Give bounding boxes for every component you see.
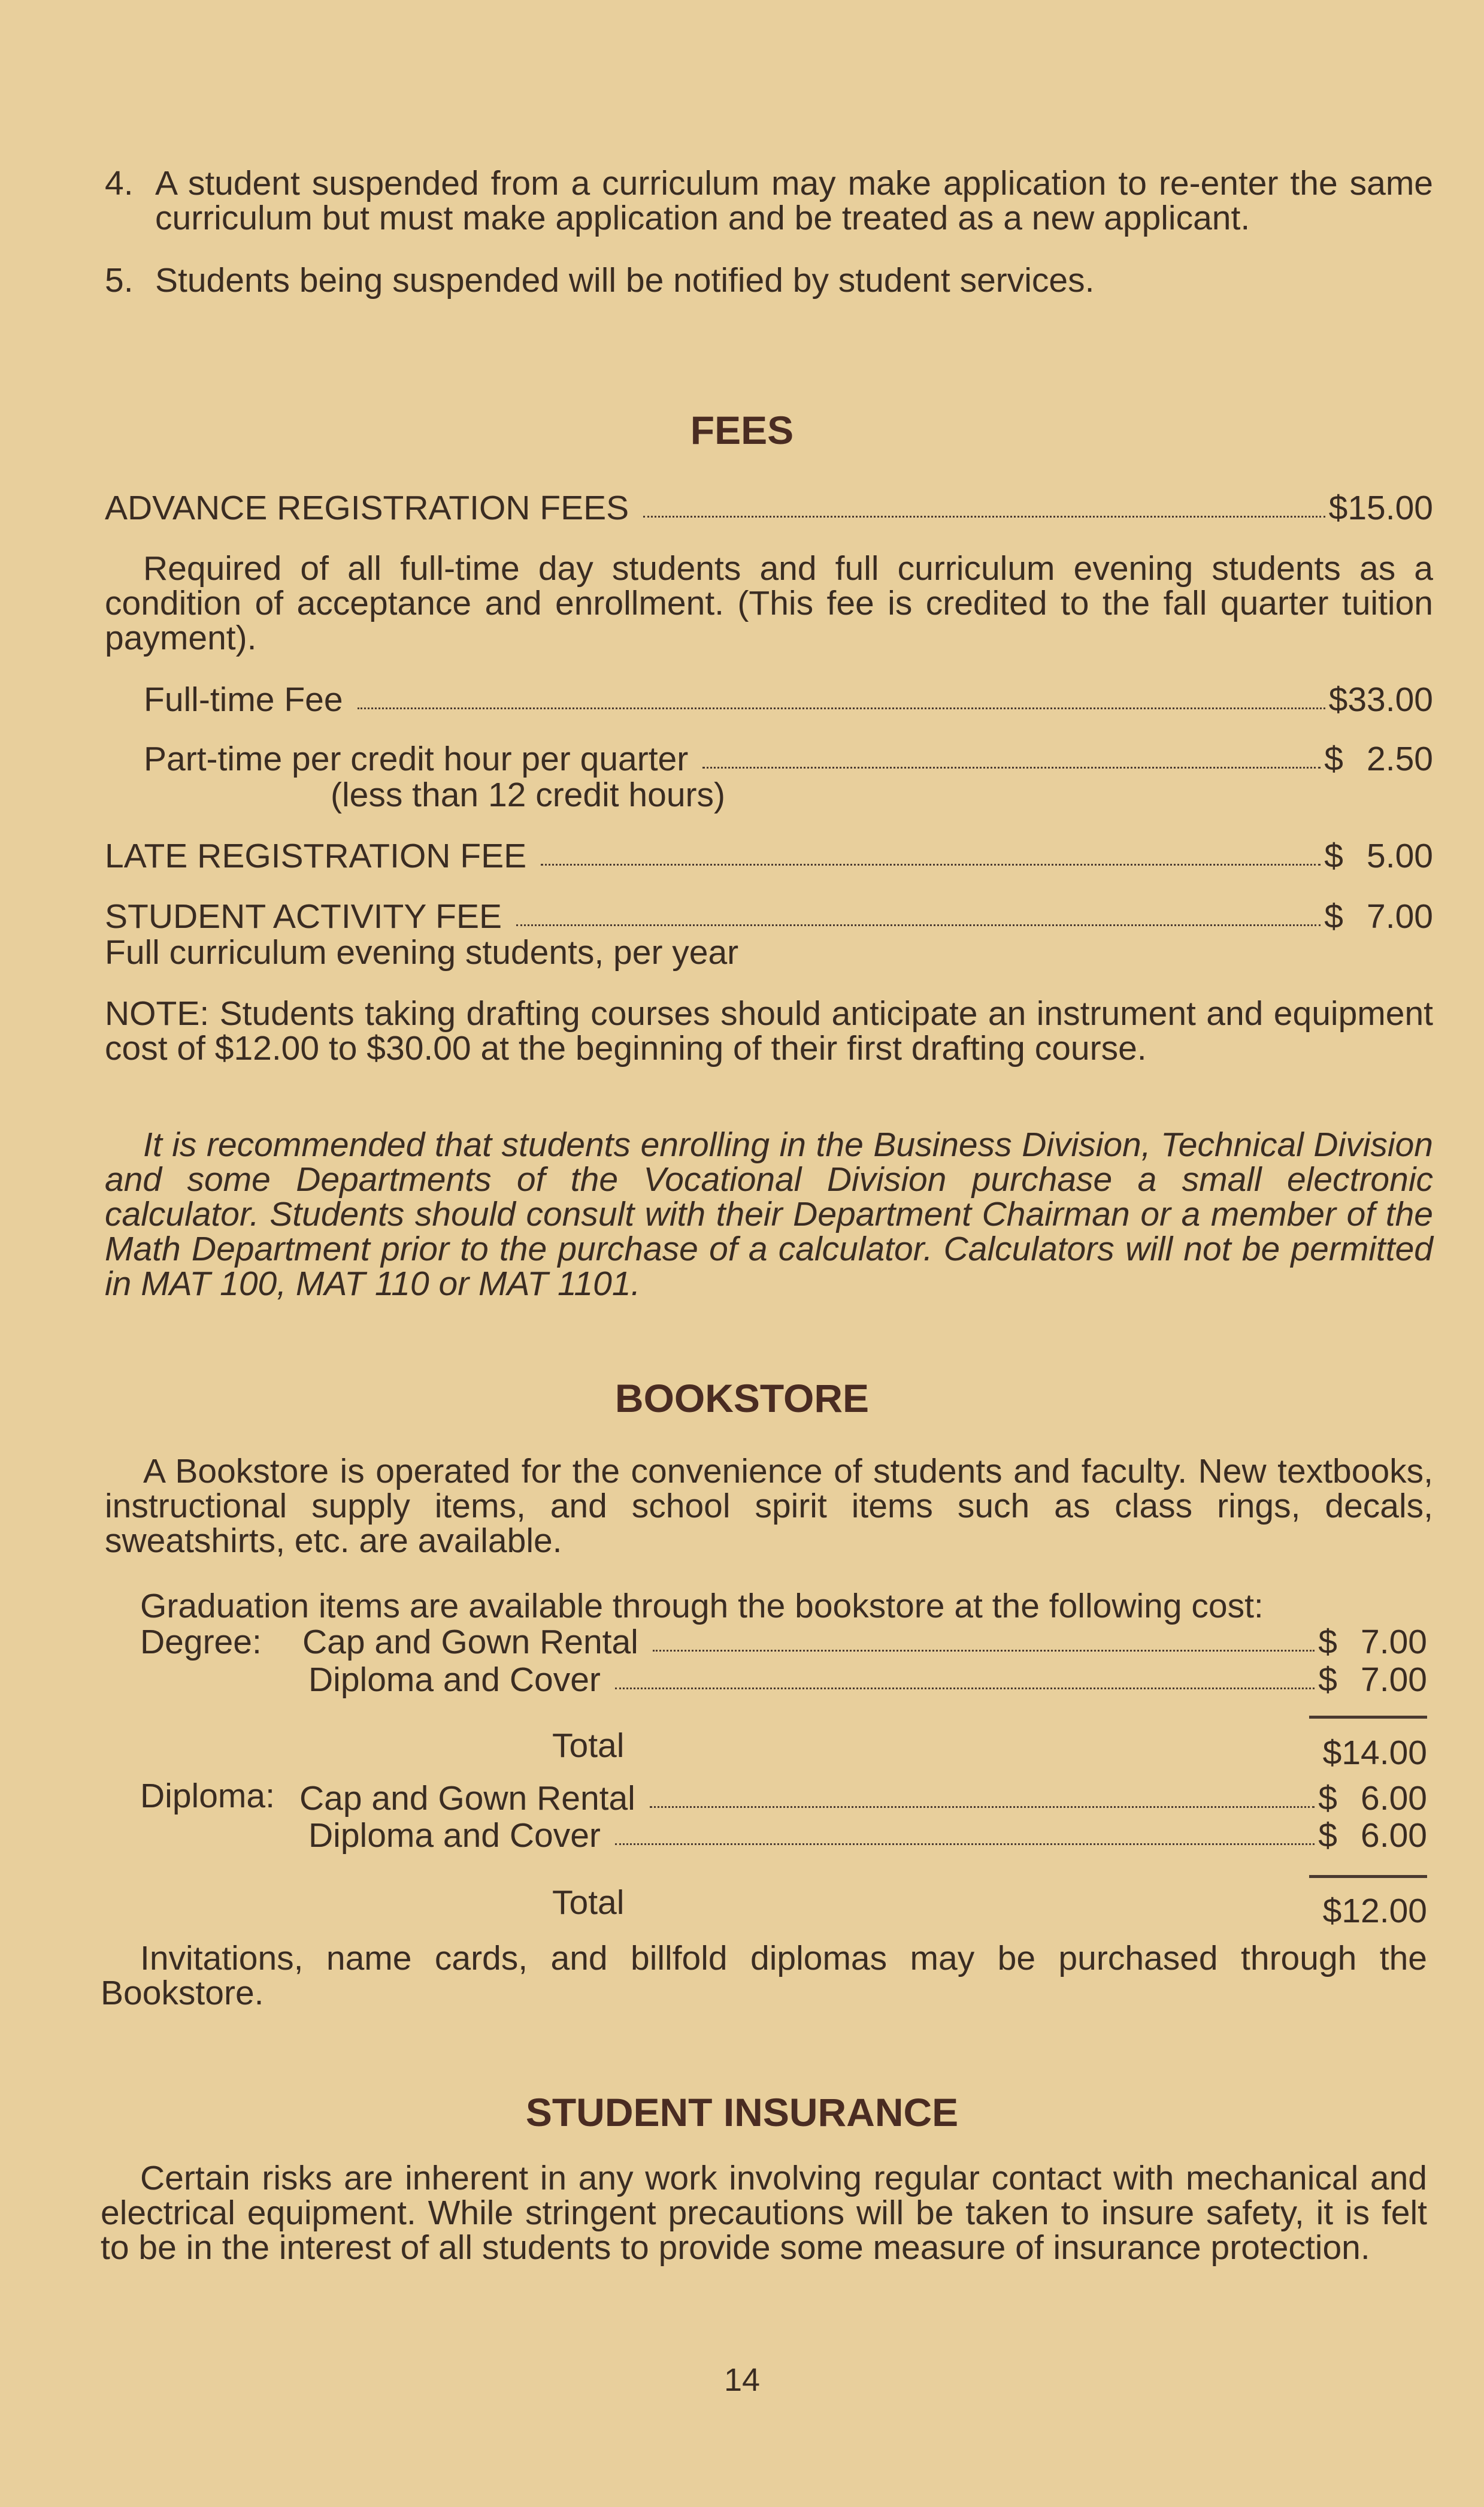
list-item bbox=[105, 166, 1433, 235]
diploma-diploma-cover-row bbox=[308, 1818, 1427, 1853]
page-number: 14 bbox=[723, 2362, 761, 2398]
amount-value: 2.50 bbox=[1367, 740, 1433, 778]
dollar-sign: $ bbox=[1324, 740, 1343, 778]
fee-amount bbox=[1324, 899, 1433, 935]
degree-total-label: Total bbox=[552, 1726, 625, 1765]
item-number: 5. bbox=[105, 261, 134, 300]
fee-label: Cap and Gown Rental bbox=[302, 1623, 638, 1661]
calculator-note: It is recommended that students enrolling in the Business Division, Technical Division and some Departments of the Vocational Division purchase a small electronic calculator. Students should consult with their Department Chairman or a member of the Math Department prior to the purchase of a calculator. Calculators will not be permitted in MAT 100, MAT 110 or MAT 1101. bbox=[105, 1126, 1433, 1303]
bookstore-footer: Invitations, name cards, and billfold diplomas may be purchased through the Bookstore. bbox=[101, 1939, 1427, 2012]
dot-leader bbox=[516, 924, 1321, 926]
item-number: 4. bbox=[105, 164, 134, 202]
fee-label: Full-time Fee bbox=[144, 681, 343, 719]
advance-fee-description: Required of all full-time day students and full curriculum evening students as a condition of acceptance and enrollment. (This fee is credited to the fall quarter tuition payment). bbox=[105, 549, 1433, 657]
dollar-sign: $ bbox=[1324, 837, 1343, 875]
fee-amount bbox=[1318, 1624, 1427, 1660]
dollar-sign: $ bbox=[1318, 1623, 1337, 1661]
amount-value: 7.00 bbox=[1361, 1623, 1427, 1661]
amount-value: 6.00 bbox=[1361, 1816, 1427, 1855]
dot-leader bbox=[702, 767, 1321, 769]
fee-amount: $15.00 bbox=[1328, 489, 1433, 527]
advance-registration-fee-row bbox=[105, 490, 1433, 526]
fee-label: LATE REGISTRATION FEE bbox=[105, 837, 527, 875]
fee-label: Diploma and Cover bbox=[308, 1661, 601, 1699]
insurance-text: Certain risks are inherent in any work involving regular contact with mechanical and electrical equipment. While stringent precautions will be taken to insure safety, it is felt to be in the interest of all students to provide some measure of insurance protection. bbox=[101, 2159, 1427, 2267]
diploma-cap-gown-row bbox=[299, 1780, 1427, 1816]
insurance-heading: STUDENT INSURANCE bbox=[525, 2090, 959, 2134]
dot-leader bbox=[358, 707, 1325, 709]
fees-heading: FEES bbox=[690, 408, 794, 452]
dollar-sign: $ bbox=[1324, 897, 1343, 936]
amount-value: 7.00 bbox=[1361, 1661, 1427, 1699]
diploma-total-label: Total bbox=[552, 1883, 625, 1922]
parttime-fee-note: (less than 12 credit hours) bbox=[331, 776, 725, 814]
fee-amount: $33.00 bbox=[1328, 681, 1433, 719]
total-rule bbox=[1309, 1716, 1427, 1719]
late-registration-fee-row bbox=[105, 838, 1433, 874]
fee-label: STUDENT ACTIVITY FEE bbox=[105, 897, 502, 936]
list-item bbox=[105, 263, 1433, 298]
suspension-list bbox=[105, 166, 1433, 298]
fulltime-fee-row bbox=[144, 682, 1433, 718]
dot-leader bbox=[541, 864, 1321, 866]
activity-fee-note: Full curriculum evening students, per year bbox=[105, 933, 739, 972]
degree-cap-gown-row bbox=[302, 1624, 1427, 1660]
fee-amount bbox=[1324, 741, 1433, 777]
parttime-fee-row bbox=[144, 741, 1433, 777]
dot-leader bbox=[643, 516, 1325, 518]
amount-value: 6.00 bbox=[1361, 1779, 1427, 1818]
item-text: Students being suspended will be notified by student services. bbox=[155, 261, 1095, 300]
student-activity-fee-row bbox=[105, 899, 1433, 935]
fee-label: Part-time per credit hour per quarter bbox=[144, 740, 689, 778]
fee-amount bbox=[1318, 1780, 1427, 1816]
dot-leader bbox=[615, 1843, 1315, 1845]
diploma-label: Diploma: bbox=[140, 1777, 275, 1815]
diploma-total-amount: $12.00 bbox=[1322, 1892, 1427, 1930]
graduation-intro: Graduation items are available through the bookstore at the following cost: bbox=[140, 1587, 1264, 1625]
bookstore-heading: BOOKSTORE bbox=[614, 1376, 870, 1420]
total-rule bbox=[1309, 1875, 1427, 1878]
degree-diploma-cover-row bbox=[308, 1662, 1427, 1698]
item-text: A student suspended from a curriculum may make application to re-enter the same curriculum but must make application and be treated as a new applicant. bbox=[155, 164, 1433, 237]
fee-amount bbox=[1318, 1818, 1427, 1853]
fee-amount bbox=[1318, 1662, 1427, 1698]
dollar-sign: $ bbox=[1318, 1816, 1337, 1855]
degree-label: Degree: bbox=[140, 1623, 262, 1661]
degree-total-amount: $14.00 bbox=[1322, 1734, 1427, 1772]
fee-label: Cap and Gown Rental bbox=[299, 1779, 635, 1818]
amount-value: 5.00 bbox=[1367, 837, 1433, 875]
dollar-sign: $ bbox=[1318, 1779, 1337, 1818]
fee-amount bbox=[1324, 838, 1433, 874]
amount-value: 7.00 bbox=[1367, 897, 1433, 936]
bookstore-intro: A Bookstore is operated for the convenience of students and faculty. New textbooks, instructional supply items, and school spirit items such as class rings, decals, sweatshirts, etc. are available. bbox=[105, 1452, 1433, 1560]
dollar-sign: $ bbox=[1318, 1661, 1337, 1699]
dot-leader bbox=[615, 1688, 1315, 1689]
fee-label: Diploma and Cover bbox=[308, 1816, 601, 1855]
drafting-note: NOTE: Students taking drafting courses should anticipate an instrument and equipment cost of $12.00 to $30.00 at the beginning of their first drafting course. bbox=[105, 994, 1433, 1067]
dot-leader bbox=[653, 1650, 1315, 1652]
dot-leader bbox=[650, 1806, 1315, 1808]
fee-label: ADVANCE REGISTRATION FEES bbox=[105, 489, 629, 527]
